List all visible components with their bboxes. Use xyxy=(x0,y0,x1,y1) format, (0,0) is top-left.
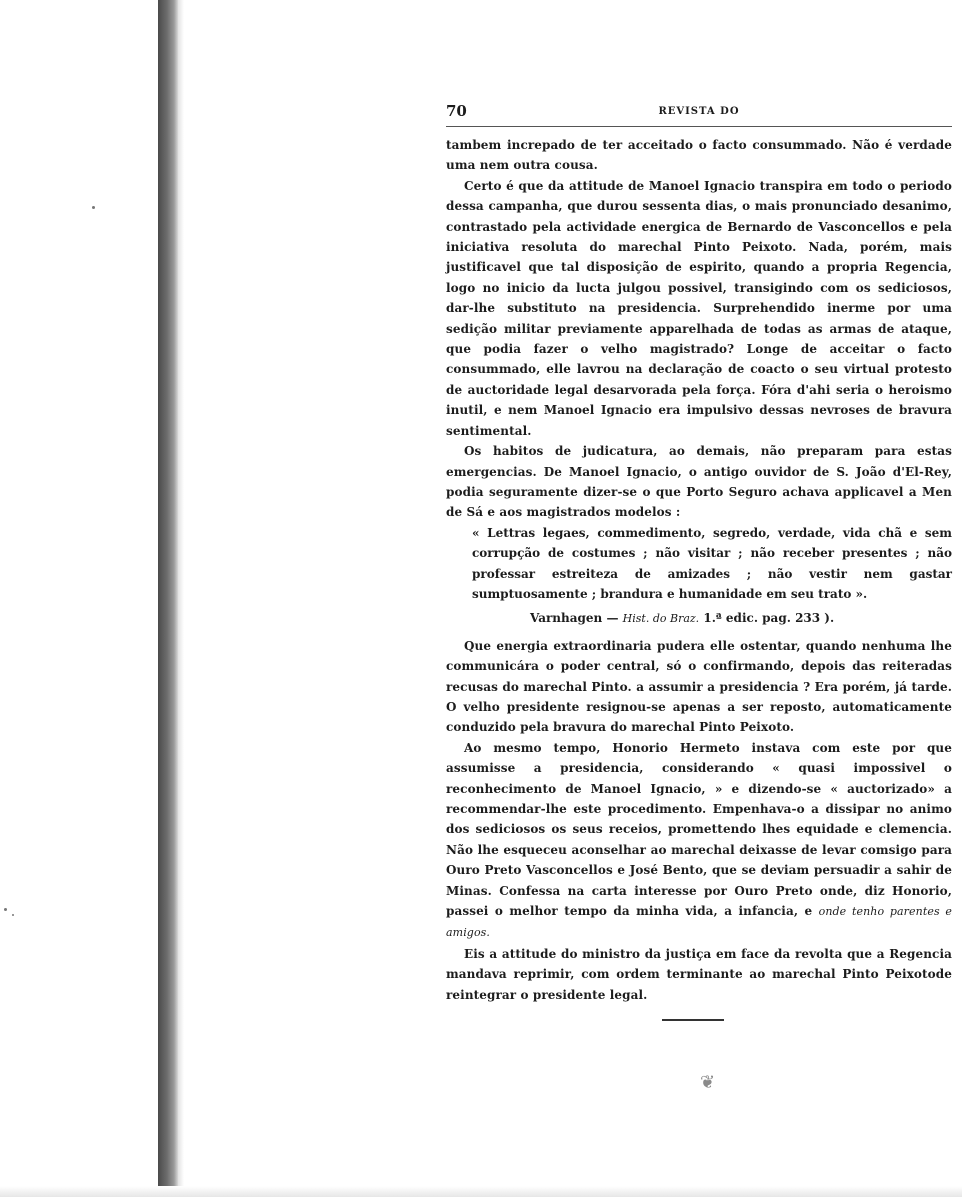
page-number: 70 xyxy=(446,102,467,120)
paragraph: Que energia extraordinaria pudera elle ostentar, quando nenhuma lhe communicára o poder central, só o confirmando, depois das reiteradas recusas do marechal Pinto. a assumir a presidencia ? Era porém, já tarde. O velho presidente resignou-se apenas a ser reposto, automaticamente conduzido pela bravura do marechal Pinto Peixoto. xyxy=(446,638,952,735)
italic-quote: onde tenho parentes e amigos. xyxy=(446,905,952,940)
paragraph: Eis a attitude do ministro da justiça em face da revolta que a Regencia mandava reprimir, com ordem terminante ao marechal Pinto Peixotode reintegrar o presidente legal. xyxy=(446,946,952,1002)
book-page xyxy=(446,100,952,1021)
scan-bottom-edge xyxy=(0,1186,962,1197)
body-text xyxy=(446,135,952,1005)
end-rule xyxy=(662,1019,724,1021)
citation-edition: 1.ª edic. pag. 233 ). xyxy=(703,611,835,626)
paragraph: Os habitos de judicatura, ao demais, não preparam para estas emergencias. De Manoel Ignacio, o antigo ouvidor de S. João d'El-Rey, podia seguramente dizer-se o que Porto Seguro achava applicavel a Men de Sá e aos magistrados modelos : xyxy=(446,444,952,520)
scan-binding-edge xyxy=(178,0,184,1197)
paragraph-text: Ao mesmo tempo, Honorio Hermeto instava com este por que assumisse a presidencia, considerando « quasi impossivel o reconhecimento de Manoel Ignacio, » e dizendo-se « auctorizado» a recommendar-lhe este procedimento. Empenhava-o a dissipar no animo dos sediciosos os seus receios, promettendo lhes equidade e clemencia. Não lhe esqueceu aconselhar ao marechal deixasse de levar comsigo para Ouro Preto Vasconcellos e José Bento, que se deviam persuadir a sahir de Minas. Confessa na carta interesse por Ouro Preto onde, diz Honorio, passei o melhor tempo da minha vida, a infancia, e xyxy=(446,740,952,919)
printer-ornament-icon: ❦ xyxy=(700,1072,716,1093)
scan-speck xyxy=(12,914,14,916)
paragraph: Certo é que da attitude de Manoel Ignacio transpira em todo o periodo dessa campanha, que durou sessenta dias, o mais pronunciado desanimo, contrastado pela actividade energica de Bernardo de Vasconcellos e pela iniciativa resoluta do marechal Pinto Peixoto. Nada, porém, mais justificavel que tal disposição de espirito, quando a propria Regencia, logo no inicio da lucta julgou possivel, transigindo com os sediciosos, dar-lhe substituto na presidencia. Surprehendido inerme por uma sedição militar previamente apparelhada de todas as armas de ataque, que podia fazer o velho magistrado? Longe de acceitar o facto consummado, elle lavrou na declaração de coacto o seu virtual protesto de auctoridade legal desarvorada pela força. Fóra d'ahi seria o heroismo inutil, e nem Manoel Ignacio era impulsivo dessas nevroses de bravura sentimental. xyxy=(446,178,952,438)
scan-binding-shadow xyxy=(158,0,178,1197)
citation-author: Varnhagen — xyxy=(530,611,619,626)
running-head xyxy=(446,100,952,126)
paragraph xyxy=(446,738,952,944)
citation-work: Hist. do Braz. xyxy=(622,612,700,626)
block-quote: « Lettras legaes, commedimento, segredo, verdade, vida chã e sem corrupção de costumes ; não visitar ; não receber presentes ; não professar estreiteza de amizades ; não vestir nem gastar sumptuosamente ; brandura e humanidade em seu trato ». xyxy=(472,525,952,601)
running-title: REVISTA DO xyxy=(658,106,740,117)
paragraph: tambem increpado de ter acceitado o facto consummado. Não é verdade uma nem outra cousa. xyxy=(446,138,952,173)
header-rule xyxy=(446,126,952,127)
scan-speck xyxy=(92,206,95,209)
scan-speck xyxy=(4,908,7,911)
citation xyxy=(530,608,952,629)
